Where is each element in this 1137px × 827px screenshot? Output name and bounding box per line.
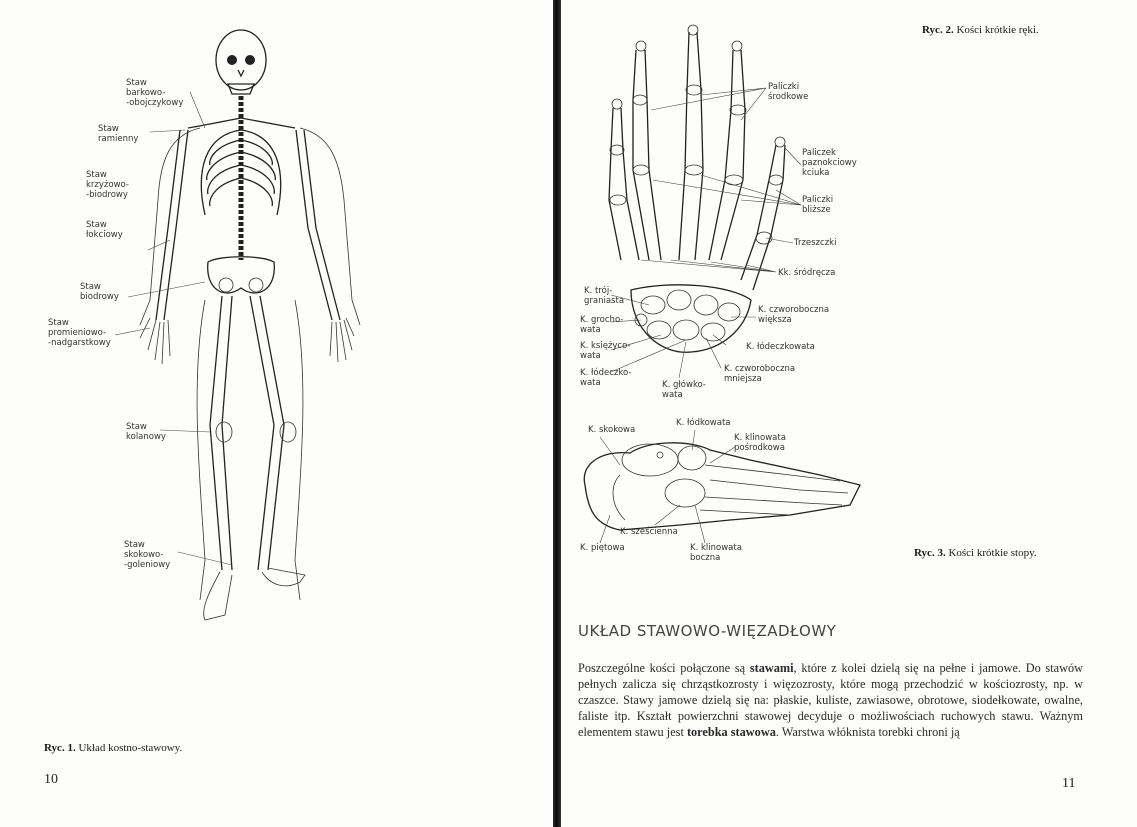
body-bold-torebka-stawowa: torebka stawowa bbox=[686, 725, 776, 739]
body-paragraph bbox=[578, 660, 1083, 740]
label-k-pietowa: K. piętowa bbox=[580, 543, 625, 553]
figure-2-caption-text: Kości krótkie ręki. bbox=[953, 24, 1039, 36]
skeleton-illustration bbox=[0, 0, 553, 700]
body-text-3: . Warstwa włóknista torebki chroni ją bbox=[775, 725, 960, 739]
label-staw-ramienny: Staw ramienny bbox=[98, 124, 139, 144]
figure-1-caption bbox=[44, 742, 182, 754]
label-kk-srodrecza: Kk. śródręcza bbox=[778, 268, 836, 278]
label-staw-biodrowy: Staw biodrowy bbox=[80, 282, 119, 302]
label-staw-promieniowo-nadgarstkowy: Staw promieniowo- -nadgarstkowy bbox=[48, 318, 111, 348]
label-k-glowkowata: K. główko- wata bbox=[662, 380, 706, 400]
label-staw-krzyzowo-biodrowy: Staw krzyżowo- -biodrowy bbox=[86, 170, 129, 200]
label-staw-barkowo-obojczykowy: Staw barkowo- -obojczykowy bbox=[126, 78, 184, 108]
label-paliczki-srodkowe: Paliczki środkowe bbox=[768, 82, 809, 102]
left-page bbox=[0, 0, 553, 827]
label-k-klinowata-boczna: K. klinowata boczna bbox=[690, 543, 742, 563]
figure-2-caption-prefix: Ryc. 2. bbox=[922, 24, 954, 36]
label-k-szescienna: K. sześcienna bbox=[620, 527, 678, 537]
body-text-2: , które z kolei dzielą się na pełne i jamowe. Do stawów pełnych zalicza się chrząstkozrosty i więzozrosty, które mogą przechodzić w kościozrosty, np. w czaszce. Stawy jamowe dzielą się na: płaskie, kuliste, zawiasowe, obrotowe, siodełkowate, owalne, faliste itp. Kształt powierzchni stawowej decyduje o możliwościach ruchowych stawu. Ważnym elementem stawu jest bbox=[578, 661, 1084, 739]
figure-3-caption-text: Kości krótkie stopy. bbox=[945, 547, 1037, 559]
label-trzeszczki: Trzeszczki bbox=[794, 238, 837, 248]
label-staw-kolanowy: Staw kolanowy bbox=[126, 422, 166, 442]
body-text-1: Poszczególne kości połączone są bbox=[578, 661, 750, 675]
hand-bones-illustration bbox=[561, 0, 1121, 400]
figure-1-caption-prefix: Ryc. 1. bbox=[44, 742, 76, 754]
label-k-grochowata: K. grocho- wata bbox=[580, 315, 624, 335]
label-k-klinowata-posrodkowa: K. klinowata pośrodkowa bbox=[734, 433, 786, 453]
figure-3-caption-prefix: Ryc. 3. bbox=[914, 547, 946, 559]
label-k-lodeczkowata-hand: K. łódeczkowata bbox=[746, 342, 815, 352]
book-spine bbox=[553, 0, 561, 827]
label-paliczek-paznokciowy-kciuka: Paliczek paznokciowy kciuka bbox=[802, 148, 857, 178]
label-k-czworoboczna-wieksza: K. czworoboczna większa bbox=[758, 305, 830, 325]
label-k-trojgraniasta: K. trój- graniasta bbox=[584, 286, 625, 306]
label-k-skokowa: K. skokowa bbox=[588, 425, 636, 435]
page-number-right: 11 bbox=[1062, 776, 1076, 791]
label-k-wielezycowata: K. łódeczko- wata bbox=[580, 368, 632, 388]
label-staw-lokciowy: Staw łokciowy bbox=[86, 220, 123, 240]
body-bold-stawami: stawami bbox=[749, 661, 794, 675]
label-k-ksiezycowata: K. księżyco- wata bbox=[580, 341, 631, 361]
label-k-lodkowata: K. łódkowata bbox=[676, 418, 731, 428]
figure-1-caption-text: Układ kostno-stawowy. bbox=[75, 742, 183, 754]
figure-3-caption bbox=[914, 547, 1037, 559]
page-number-left: 10 bbox=[44, 772, 58, 787]
label-paliczki-blizsze: Paliczki bliższe bbox=[802, 195, 834, 215]
label-staw-skokowo-goleniowy: Staw skokowo- -goleniowy bbox=[124, 540, 171, 570]
section-title: UKŁAD STAWOWO-WIĘZADŁOWY bbox=[578, 622, 837, 640]
label-k-czworoboczna-mniejsza: K. czworoboczna mniejsza bbox=[724, 364, 796, 384]
